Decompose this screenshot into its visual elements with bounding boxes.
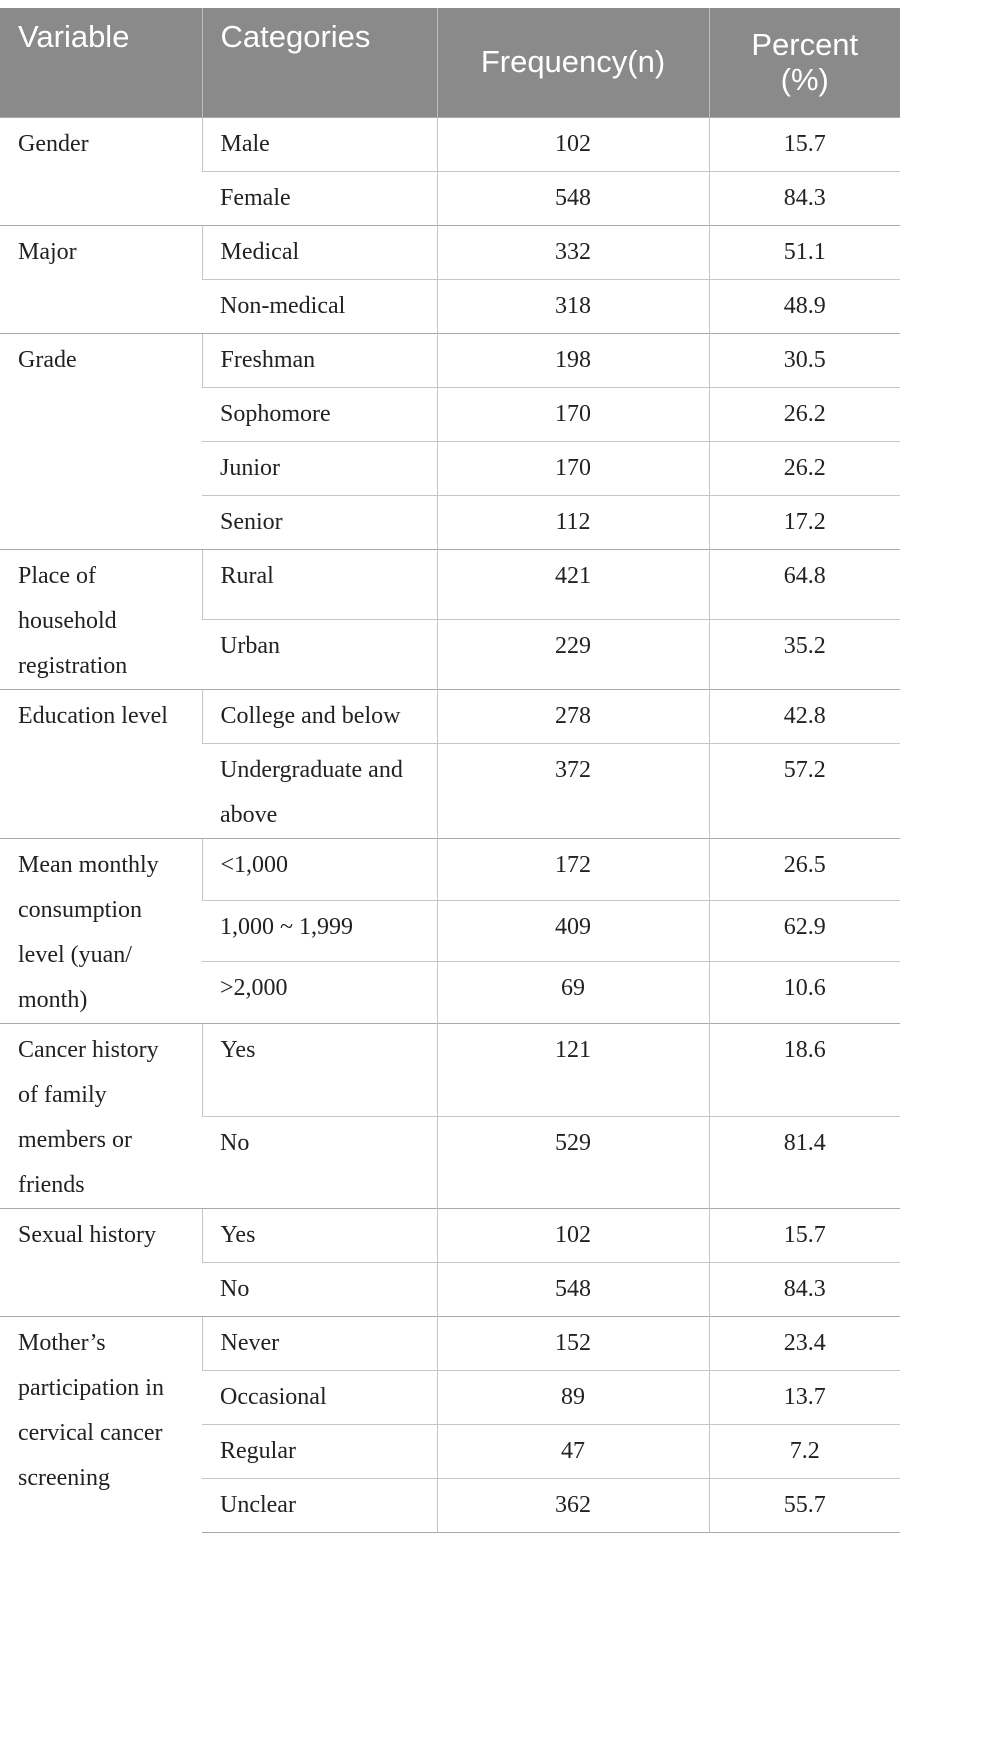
frequency-cell: 89 <box>437 1371 709 1425</box>
category-cell: 1,000 ~ 1,999 <box>202 900 437 962</box>
table-row <box>0 226 900 280</box>
frequency-cell: 278 <box>437 690 709 744</box>
percent-cell: 64.8 <box>709 550 900 620</box>
header-percent: Percent (%) <box>709 8 900 118</box>
frequency-cell: 69 <box>437 962 709 1024</box>
percent-cell: 23.4 <box>709 1317 900 1371</box>
category-cell: <1,000 <box>202 839 437 901</box>
percent-cell: 17.2 <box>709 496 900 550</box>
percent-cell: 15.7 <box>709 1209 900 1263</box>
frequency-cell: 102 <box>437 1209 709 1263</box>
table-row <box>0 550 900 620</box>
category-cell: Never <box>202 1317 437 1371</box>
table-row <box>0 1024 900 1117</box>
category-cell: Unclear <box>202 1479 437 1533</box>
category-cell: Senior <box>202 496 437 550</box>
percent-cell: 26.5 <box>709 839 900 901</box>
frequency-cell: 47 <box>437 1425 709 1479</box>
frequency-cell: 362 <box>437 1479 709 1533</box>
percent-cell: 84.3 <box>709 1263 900 1317</box>
header-frequency: Frequency(n) <box>437 8 709 118</box>
category-cell: No <box>202 1263 437 1317</box>
percent-cell: 18.6 <box>709 1024 900 1117</box>
percent-cell: 13.7 <box>709 1371 900 1425</box>
variable-cell: Major <box>0 226 202 334</box>
variable-cell: Mean monthly consumption level (yuan/ month) <box>0 839 202 1024</box>
percent-cell: 62.9 <box>709 900 900 962</box>
frequency-cell: 121 <box>437 1024 709 1117</box>
percent-cell: 55.7 <box>709 1479 900 1533</box>
frequency-cell: 529 <box>437 1116 709 1209</box>
category-cell: Junior <box>202 442 437 496</box>
frequency-cell: 548 <box>437 172 709 226</box>
variable-cell: Cancer history of family members or friends <box>0 1024 202 1209</box>
variable-cell: Gender <box>0 118 202 226</box>
table-row <box>0 118 900 172</box>
variable-cell: Grade <box>0 334 202 550</box>
demographics-table <box>0 8 900 1533</box>
category-cell: Freshman <box>202 334 437 388</box>
category-cell: Regular <box>202 1425 437 1479</box>
percent-cell: 81.4 <box>709 1116 900 1209</box>
frequency-cell: 198 <box>437 334 709 388</box>
category-cell: Female <box>202 172 437 226</box>
category-cell: Male <box>202 118 437 172</box>
percent-cell: 57.2 <box>709 744 900 839</box>
frequency-cell: 548 <box>437 1263 709 1317</box>
category-cell: Sophomore <box>202 388 437 442</box>
frequency-cell: 170 <box>437 388 709 442</box>
category-cell: Rural <box>202 550 437 620</box>
percent-cell: 7.2 <box>709 1425 900 1479</box>
percent-cell: 26.2 <box>709 442 900 496</box>
percent-cell: 42.8 <box>709 690 900 744</box>
table-row <box>0 1209 900 1263</box>
category-cell: Undergraduate and above <box>202 744 437 839</box>
table-body <box>0 118 900 1533</box>
table-row <box>0 1317 900 1371</box>
frequency-cell: 170 <box>437 442 709 496</box>
table-row <box>0 839 900 901</box>
percent-cell: 15.7 <box>709 118 900 172</box>
frequency-cell: 332 <box>437 226 709 280</box>
category-cell: Occasional <box>202 1371 437 1425</box>
percent-cell: 10.6 <box>709 962 900 1024</box>
frequency-cell: 318 <box>437 280 709 334</box>
category-cell: >2,000 <box>202 962 437 1024</box>
frequency-cell: 409 <box>437 900 709 962</box>
percent-cell: 84.3 <box>709 172 900 226</box>
variable-cell: Place of household registration <box>0 550 202 690</box>
category-cell: College and below <box>202 690 437 744</box>
table-header <box>0 8 900 118</box>
frequency-cell: 172 <box>437 839 709 901</box>
category-cell: Urban <box>202 620 437 690</box>
table-row <box>0 690 900 744</box>
variable-cell: Mother’s participation in cervical cancer screening <box>0 1317 202 1533</box>
category-cell: Yes <box>202 1209 437 1263</box>
percent-cell: 30.5 <box>709 334 900 388</box>
header-variable: Variable <box>0 8 202 118</box>
percent-cell: 35.2 <box>709 620 900 690</box>
frequency-cell: 152 <box>437 1317 709 1371</box>
frequency-cell: 102 <box>437 118 709 172</box>
variable-cell: Education level <box>0 690 202 839</box>
header-categories: Categories <box>202 8 437 118</box>
frequency-cell: 229 <box>437 620 709 690</box>
variable-cell: Sexual history <box>0 1209 202 1317</box>
percent-cell: 26.2 <box>709 388 900 442</box>
frequency-cell: 372 <box>437 744 709 839</box>
percent-cell: 51.1 <box>709 226 900 280</box>
category-cell: Medical <box>202 226 437 280</box>
frequency-cell: 112 <box>437 496 709 550</box>
category-cell: Non-medical <box>202 280 437 334</box>
category-cell: No <box>202 1116 437 1209</box>
frequency-cell: 421 <box>437 550 709 620</box>
category-cell: Yes <box>202 1024 437 1117</box>
percent-cell: 48.9 <box>709 280 900 334</box>
table-row <box>0 334 900 388</box>
